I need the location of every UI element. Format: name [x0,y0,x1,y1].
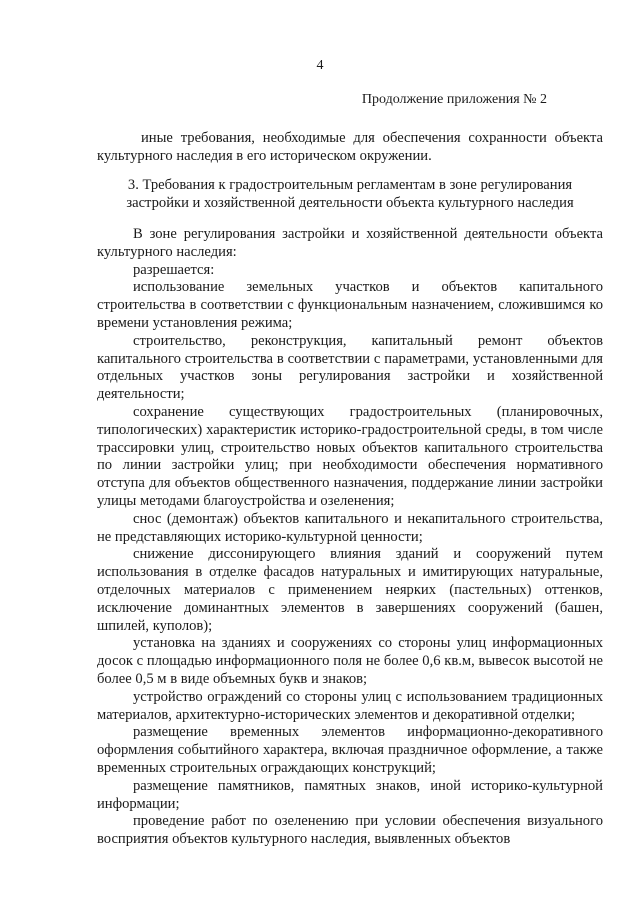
main-text-block [97,226,603,849]
paragraph-signage: установка на зданиях и сооружениях со стороны улиц информационных досок с площадью информационного поля не более 0,6 кв.м, вывесок высотой не более 0,5 м в виде объемных букв и знаков; [97,635,603,687]
section-heading-line-2: застройки и хозяйственной деятельности объекта культурного наследия [126,195,574,211]
paragraph-preservation: сохранение существующих градостроительных (планировочных, типологических) характеристик историко-градостроительной среды, в том числе трассировки улиц, строительство новых объектов капитального строительства по линии застройки улиц; при необходимости обеспечения нормативного отступа для объектов общественного назначения, поддержание линии застройки улицы методами благоустройства и озеленения; [97,403,603,509]
intro-paragraph: иные требования, необходимые для обеспечения сохранности объекта культурного наследия в его историческом окружении. [97,130,603,164]
page-number: 4 [316,58,324,73]
paragraph-landscaping: проведение работ по озеленению при условии обеспечения визуального восприятия объектов культурного наследия, выявленных объектов [97,813,603,848]
paragraph-monuments: размещение памятников, памятных знаков, иной историко-культурной информации; [97,777,603,812]
paragraph-temporary-elements: размещение временных элементов информационно-декоративного оформления событийного характера, включая праздничное оформление, а также временных строительных ограждающих конструкций; [97,724,603,776]
appendix-continuation-note: Продолжение приложения № 2 [361,92,547,107]
paragraph-fencing: устройство ограждений со стороны улиц с использованием традиционных материалов, архитектурно-исторических элементов и декоративной отделки; [97,688,603,723]
section-heading-line-1: 3. Требования к градостроительным регламентам в зоне регулирования [127,177,573,193]
section-heading [97,176,603,212]
paragraph-zone-intro: В зоне регулирования застройки и хозяйственной деятельности объекта культурного наследия: [97,226,603,260]
paragraph-allowed: разрешается: [133,261,215,278]
intro-text-block [97,130,603,166]
paragraph-land-use: использование земельных участков и объектов капитального строительства в соответствии с функциональным назначением, сложившимся ко времени установления режима; [97,279,603,331]
paragraph-demolition: снос (демонтаж) объектов капитального и некапитального строительства, не представляющих историко-культурной ценности; [97,510,603,545]
paragraph-construction: строительство, реконструкция, капитальный ремонт объектов капитального строительства в соответствии с параметрами, установленными для отдельных участков зоны регулирования застройки и хозяйственной деятельности; [97,332,603,403]
paragraph-dissonance-reduction: снижение диссонирующего влияния зданий и сооружений путем использования в отделке фасадов натуральных и имитирующих натуральные, отделочных материалов с применением неярких (пастельных) оттенков, исключение доминантных элементов в завершениях сооружений (башен, шпилей, куполов); [97,546,603,634]
